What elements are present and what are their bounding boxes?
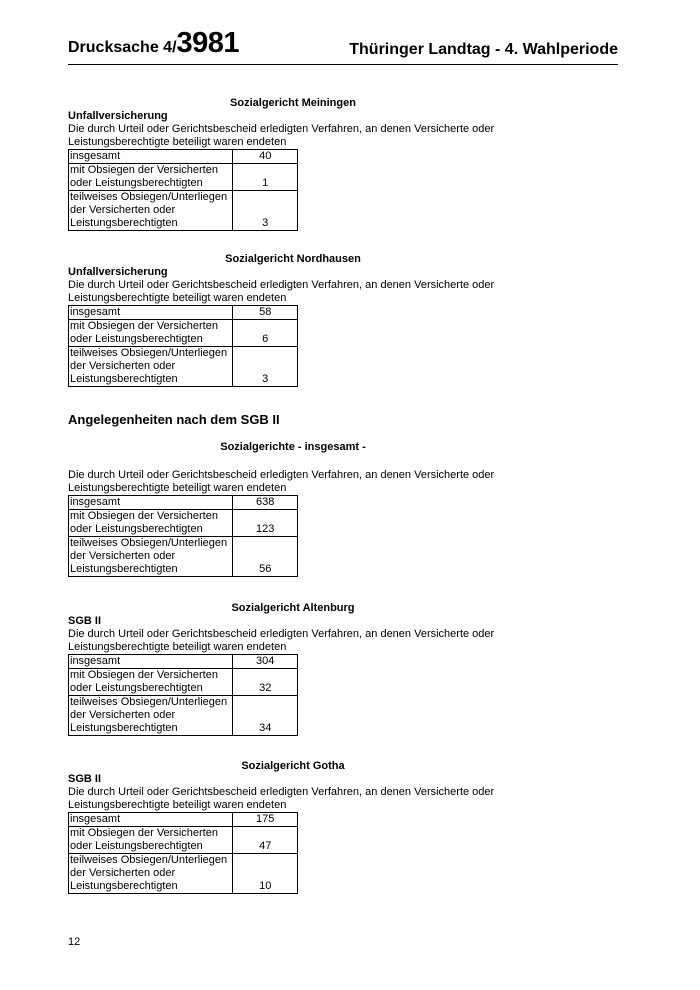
- row-label: insgesamt: [69, 496, 233, 510]
- result-table: [68, 149, 298, 231]
- row-label: [69, 827, 233, 854]
- row-label: insgesamt: [69, 655, 233, 669]
- row-value: 1: [233, 164, 298, 191]
- description-line-1: Die durch Urteil oder Gerichtsbescheid erledigten Verfahren, an denen Versicherte oder: [68, 279, 495, 291]
- row-value: 175: [233, 813, 298, 827]
- court-title: Sozialgerichte - insgesamt -: [220, 441, 366, 453]
- row-label: [69, 696, 233, 736]
- row-label-line: Leistungsberechtigten: [70, 217, 178, 229]
- row-value: 6: [233, 320, 298, 347]
- row-label-line: teilweises Obsiegen/Unterliegen: [70, 537, 228, 549]
- row-label: [69, 320, 233, 347]
- row-label-line: teilweises Obsiegen/Unterliegen: [70, 696, 228, 708]
- row-label-line: teilweises Obsiegen/Unterliegen: [70, 854, 228, 866]
- row-label: [69, 854, 233, 894]
- row-label-line: teilweises Obsiegen/Unterliegen: [70, 191, 228, 203]
- page-header: [68, 28, 618, 65]
- description-line-2: Leistungsberechtigte beteiligt waren endeten: [68, 641, 287, 653]
- row-label: [69, 510, 233, 537]
- row-value: 3: [233, 347, 298, 387]
- row-label: [69, 537, 233, 577]
- result-table: [68, 305, 298, 387]
- description-line-2: Leistungsberechtigte beteiligt waren endeten: [68, 292, 287, 304]
- table-row: [69, 347, 298, 387]
- row-label-line: mit Obsiegen der Versicherten: [70, 510, 218, 522]
- row-label-line: Leistungsberechtigten: [70, 722, 178, 734]
- result-table: [68, 812, 298, 894]
- document-number-value: 3981: [176, 27, 240, 59]
- table-row: [69, 655, 298, 669]
- result-table: [68, 654, 298, 736]
- row-label: insgesamt: [69, 813, 233, 827]
- document-number: [68, 27, 239, 60]
- section-subtitle: Unfallversicherung: [68, 110, 168, 122]
- table-row: [69, 191, 298, 231]
- row-label-line: der Versicherten oder: [70, 709, 176, 721]
- table-row: [69, 537, 298, 577]
- row-label-line: teilweises Obsiegen/Unterliegen: [70, 347, 228, 359]
- table-row: [69, 150, 298, 164]
- table-row: [69, 496, 298, 510]
- section-subtitle: SGB II: [68, 615, 102, 627]
- row-label: insgesamt: [69, 306, 233, 320]
- row-label-line: der Versicherten oder: [70, 867, 176, 879]
- court-title: Sozialgericht Meiningen: [230, 97, 356, 109]
- description-line-1: Die durch Urteil oder Gerichtsbescheid erledigten Verfahren, an denen Versicherte oder: [68, 123, 495, 135]
- row-label-line: mit Obsiegen der Versicherten: [70, 827, 218, 839]
- parliament-title: Thüringer Landtag - 4. Wahlperiode: [349, 41, 618, 58]
- section-subtitle: Unfallversicherung: [68, 266, 168, 278]
- row-label-line: oder Leistungsberechtigten: [70, 840, 203, 852]
- row-label-line: oder Leistungsberechtigten: [70, 682, 203, 694]
- table-row: [69, 854, 298, 894]
- row-label-line: Leistungsberechtigten: [70, 373, 178, 385]
- row-value: 32: [233, 669, 298, 696]
- row-label-line: der Versicherten oder: [70, 360, 176, 372]
- section-meiningen: [68, 97, 548, 231]
- row-label-line: Leistungsberechtigten: [70, 563, 178, 575]
- section-subtitle: [68, 454, 548, 467]
- row-value: 638: [233, 496, 298, 510]
- row-label-line: mit Obsiegen der Versicherten: [70, 320, 218, 332]
- table-row: [69, 164, 298, 191]
- description-line-1: Die durch Urteil oder Gerichtsbescheid erledigten Verfahren, an denen Versicherte oder: [68, 628, 495, 640]
- row-value: 3: [233, 191, 298, 231]
- row-value: 34: [233, 696, 298, 736]
- description-line-1: Die durch Urteil oder Gerichtsbescheid erledigten Verfahren, an denen Versicherte oder: [68, 469, 495, 481]
- row-label-line: der Versicherten oder: [70, 550, 176, 562]
- row-label: [69, 164, 233, 191]
- row-value: 58: [233, 306, 298, 320]
- row-label: insgesamt: [69, 150, 233, 164]
- table-row: [69, 696, 298, 736]
- row-label-line: der Versicherten oder: [70, 204, 176, 216]
- sgb-ii-heading: Angelegenheiten nach dem SGB II: [68, 412, 280, 427]
- court-title: Sozialgericht Altenburg: [231, 602, 355, 614]
- row-label-line: oder Leistungsberechtigten: [70, 177, 203, 189]
- row-value: 304: [233, 655, 298, 669]
- section-gotha: [68, 760, 548, 894]
- row-label-line: mit Obsiegen der Versicherten: [70, 669, 218, 681]
- description-line-2: Leistungsberechtigte beteiligt waren endeten: [68, 482, 287, 494]
- section-altenburg: [68, 602, 548, 736]
- court-title: Sozialgericht Gotha: [241, 760, 345, 772]
- document-prefix: Drucksache 4/: [68, 39, 177, 56]
- row-value: 123: [233, 510, 298, 537]
- row-value: 10: [233, 854, 298, 894]
- description-line-2: Leistungsberechtigte beteiligt waren endeten: [68, 799, 287, 811]
- result-table: [68, 495, 298, 577]
- table-row: [69, 320, 298, 347]
- row-value: 40: [233, 150, 298, 164]
- court-title: Sozialgericht Nordhausen: [225, 253, 361, 265]
- row-label: [69, 191, 233, 231]
- row-value: 47: [233, 827, 298, 854]
- table-row: [69, 813, 298, 827]
- page-number: 12: [68, 936, 81, 948]
- row-label-line: Leistungsberechtigten: [70, 880, 178, 892]
- row-label: [69, 669, 233, 696]
- row-label-line: mit Obsiegen der Versicherten: [70, 164, 218, 176]
- section-total: [68, 441, 548, 577]
- section-nordhausen: [68, 253, 548, 387]
- row-label-line: oder Leistungsberechtigten: [70, 523, 203, 535]
- table-row: [69, 669, 298, 696]
- table-row: [69, 306, 298, 320]
- description-line-2: Leistungsberechtigte beteiligt waren endeten: [68, 136, 287, 148]
- section-subtitle: SGB II: [68, 773, 102, 785]
- row-value: 56: [233, 537, 298, 577]
- row-label-line: oder Leistungsberechtigten: [70, 333, 203, 345]
- description-line-1: Die durch Urteil oder Gerichtsbescheid erledigten Verfahren, an denen Versicherte oder: [68, 786, 495, 798]
- table-row: [69, 510, 298, 537]
- row-label: [69, 347, 233, 387]
- table-row: [69, 827, 298, 854]
